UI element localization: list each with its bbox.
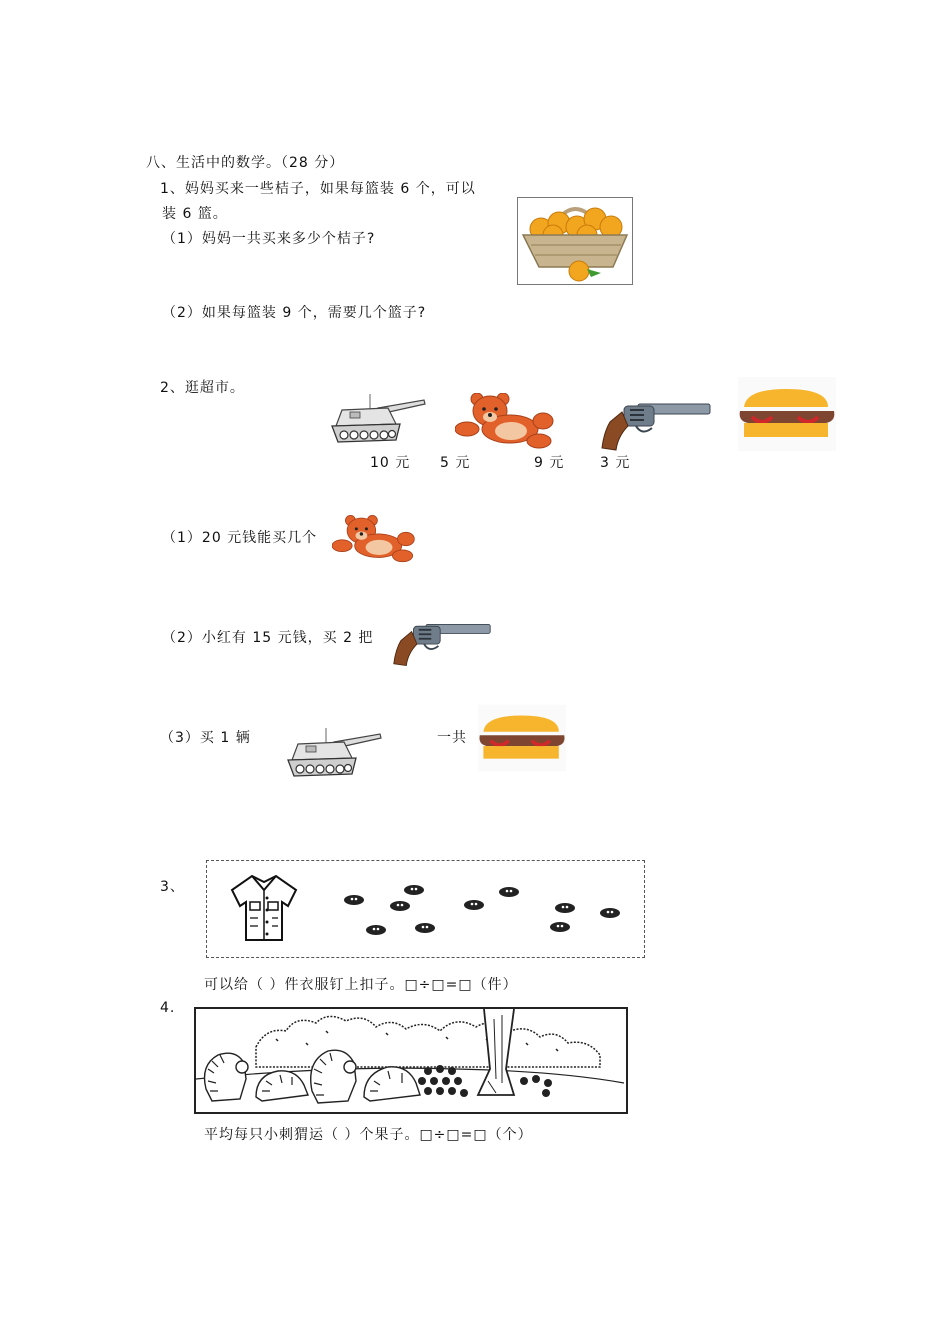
q1-stem-line1: 1、妈妈买来一些桔子，如果每篮装 6 个，可以: [160, 181, 476, 197]
hamburger-image: [738, 377, 836, 451]
price-hamburger: 3 元: [600, 455, 631, 471]
buttons-image: [340, 882, 630, 942]
teddy-bear-toy-image: [455, 393, 555, 449]
q4-answer-line: 平均每只小刺猬运（ ）个果子。□÷□=□（个）: [204, 1127, 533, 1143]
q2-title: 2、逛超市。: [160, 380, 245, 396]
q1-sub1: （1）妈妈一共买来多少个桔子?: [162, 231, 376, 247]
toy-gun-small-image: [392, 615, 492, 675]
q1-sub2: （2）如果每篮装 9 个，需要几个篮子?: [162, 305, 427, 321]
q3-number: 3、: [160, 879, 185, 895]
section-heading: 八、生活中的数学。（28 分）: [146, 155, 345, 171]
price-bear: 5 元: [440, 455, 471, 471]
hamburger-small-image: [478, 703, 566, 773]
shirt-image: [228, 872, 300, 944]
teddy-bear-small-image: [332, 514, 416, 564]
q2-sub3-together: 一共: [437, 730, 467, 746]
price-tank: 10 元: [370, 455, 411, 471]
q3-answer-line: 可以给（ ）件衣服钉上扣子。□÷□=□（件）: [204, 977, 518, 993]
q2-sub1: （1）20 元钱能买几个: [162, 530, 318, 546]
q2-sub2: （2）小红有 15 元钱，买 2 把: [162, 630, 374, 646]
hedgehogs-scene-image: [196, 1009, 624, 1109]
q2-sub3: （3）买 1 辆: [160, 730, 251, 746]
orange-basket-image: [517, 197, 633, 285]
q1-stem-line2: 装 6 篮。: [162, 206, 228, 222]
tank-toy-image: [330, 390, 426, 446]
toy-gun-image: [600, 402, 712, 452]
q4-number: 4.: [160, 1000, 176, 1016]
tank-toy-small-image: [286, 722, 382, 782]
price-gun: 9 元: [534, 455, 565, 471]
